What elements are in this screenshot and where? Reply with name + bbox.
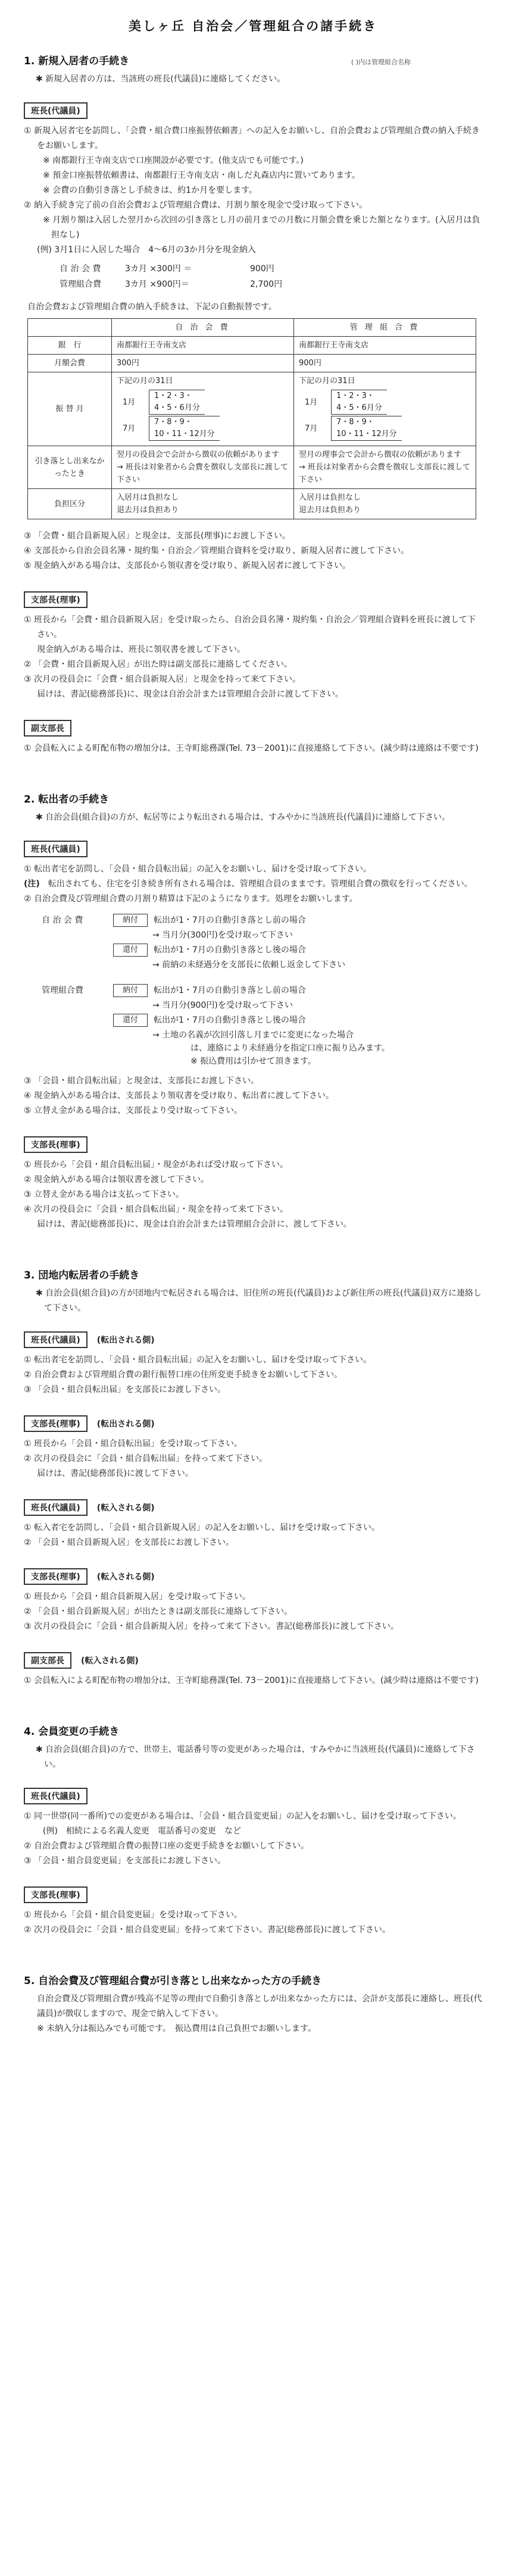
role-block-fukushibucho — [24, 720, 482, 756]
example-note: (例) 相続による名義人変更 電話番号の変更 など — [43, 1826, 241, 1836]
role-block-shibucho-out — [24, 1415, 482, 1481]
settlement-text: は、連絡により未経過分を指定口座に振り込みます。 — [190, 1043, 390, 1053]
schedule-title: 下記の月の31日 — [117, 377, 173, 386]
step-item: ③ 「会員・組合員変更届」を支部長にお渡し下さい。 — [24, 1856, 226, 1866]
step-item: ③ 次月の役員会に「会員・組合員新規入居」を持って来て下さい。書記(総務部長)に渡して下さい。 — [24, 1622, 399, 1631]
table-row-header: 負担区分 — [28, 489, 112, 519]
step-item: ① 転入者宅を訪問し、「会員・組合員新規入居」の記入をお願いし、届けを受け取って下さい。 — [24, 1523, 380, 1533]
fee-calc: 3カ月 ×900円＝ — [125, 280, 189, 289]
role-label: 班長(代議員) — [24, 1499, 88, 1516]
section-lead: ✱ 新規入居者の方は、当該班の班長(代議員)に連絡してください。 — [36, 74, 286, 84]
fee-calc: 3カ月 ×300円 ＝ — [125, 264, 192, 274]
role-block-shibucho — [24, 591, 482, 702]
step-item: ③ 立替え金がある場合は支払って下さい。 — [24, 1190, 184, 1199]
section-title: 4. 会員変更の手続き — [24, 1726, 120, 1738]
schedule-title: 下記の月の31日 — [299, 377, 355, 386]
role-sublabel: (転入される側) — [81, 1656, 139, 1666]
step-item: ① 会員転入による町配布物の増加分は、王寺町総務課(Tel. 73－2001)に直接連絡して下さい。(減少時は連絡は不要です) — [24, 744, 479, 753]
role-block-hancho — [24, 1788, 482, 1869]
role-block-hancho — [24, 841, 482, 1118]
fee-total: 2,700円 — [250, 280, 283, 289]
table-cell-schedule — [294, 372, 476, 446]
role-sublabel: (転出される側) — [96, 1336, 155, 1345]
table-row-schedule — [28, 372, 476, 446]
settlement-group: 管理組合費 — [42, 986, 83, 995]
role-block-shibucho — [24, 1136, 482, 1232]
fee-total: 900円 — [250, 264, 274, 274]
step-item: ④ 現金納入がある場合は、支部長より領収書を受け取り、転出者に渡して下さい。 — [24, 1091, 334, 1101]
step-item-cont: 現金納入がある場合は、班長に領収書を渡して下さい。 — [37, 645, 245, 654]
role-label: 支部長(理事) — [24, 1136, 88, 1153]
caution-text: 転出されても、住宅を引き続き所有される場合は、管理組合員のままです。管理組合費の徴収を行ってください。 — [48, 879, 473, 889]
section-title: 1. 新規入居者の手続き — [24, 55, 130, 67]
step-item: ① 班長から「会員・組合員転出届」・現金があれば受け取って下さい。 — [24, 1160, 288, 1170]
settlement-text: → 前納の未経過分を支部長に依頼し返金して下さい — [152, 960, 346, 970]
role-label: 支部長(理事) — [24, 591, 88, 608]
role-sublabel: (転入される側) — [96, 1572, 155, 1582]
schedule-month: 7月 — [305, 424, 318, 433]
schedule — [305, 390, 471, 441]
table-cell: 300円 — [112, 355, 294, 372]
fee-example — [60, 261, 482, 292]
step-item: ② 「会員・組合員新規入居」を支部長にお渡し下さい。 — [24, 1538, 234, 1547]
table-row — [28, 446, 476, 489]
table-cell: 入居月は負担なし 退去月は負担あり — [112, 489, 294, 519]
section-lead: ✱ 自治会員(組合員)の方が団地内で転居される場合は、旧住所の班長(代議員)および新住所の班長(代議員)双方に連絡して下さい。 — [36, 1289, 482, 1313]
step-note: ※ 月割り額は入居した翌月から次回の引き落とし月の前月までの月数に月額会費を乗じた額となります。(入居月は負担なし) — [43, 215, 480, 240]
schedule-bracket — [149, 416, 220, 441]
section-lead: 自治会費及び管理組合費が残高不足等の理由で自動引き落としが出来なかった方には、会計が支部長に連絡し、班長(代議員)が徴収しますので、現金で納入して下さい。 — [37, 1994, 482, 2019]
section-title: 2. 転出者の手続き — [24, 794, 110, 806]
table-row-header: 振 替 月 — [28, 372, 112, 446]
section-title: 3. 団地内転居者の手続き — [24, 1270, 140, 1281]
step-item: ① 会員転入による町配布物の増加分は、王寺町総務課(Tel. 73－2001)に直接連絡して下さい。(減少時は連絡は不要です) — [24, 1676, 479, 1685]
role-block-hancho-out — [24, 1331, 482, 1397]
section-lead: ✱ 自治会員(組合員)の方が、転居等により転出される場合は、すみやかに当該班長(代議員)に連絡して下さい。 — [36, 813, 451, 822]
schedule-month: 1月 — [305, 397, 318, 407]
role-label: 副支部長 — [24, 720, 71, 737]
section-lead: ✱ 自治会員(組合員)の方で、世帯主、電話番号等の変更があった場合は、すみやかに当該班長(代議員)に連絡して下さい。 — [36, 1745, 475, 1769]
caution-label: (注) — [24, 879, 40, 889]
step-item: ② 自治会費および管理組合費の銀行振替口座の住所変更手続きをお願いして下さい。 — [24, 1370, 342, 1380]
caution-note — [24, 877, 482, 892]
section-header — [24, 52, 482, 72]
schedule-row — [123, 390, 289, 415]
step-item: ① 転出者宅を訪問し、「会員・組合員転出届」の記入をお願いし、届けを受け取って下さい。 — [24, 864, 371, 874]
step-item-cont: 届けは、書記(総務部長)に、現金は自治会計または管理組合会計に渡して下さい。 — [37, 690, 343, 699]
step-item: ④ 支部長から自治会員名簿・規約集・自治会／管理組合資料を受け取り、新規入居者に渡して下さい。 — [24, 546, 409, 556]
table-row-header: 月額会費 — [28, 355, 112, 372]
step-item: ② 納入手続き完了前の自治会費および管理組合費は、月割り額を現金で受け取って下さい。 — [24, 200, 367, 210]
fee-label: 自 治 会 費 — [60, 264, 101, 274]
schedule-line: 4・5・6月分 — [336, 403, 382, 412]
step-item: ③ 「会員・組合員転出届」を支部長にお渡し下さい。 — [24, 1385, 226, 1394]
role-block-hancho — [24, 102, 482, 574]
schedule-month: 7月 — [123, 424, 136, 433]
step-note: ※ 預金口座振替依頼書は、南都銀行王寺南支店・南しだ丸森店内に置いてあります。 — [43, 171, 361, 180]
step-item: ① 同一世帯(同一番所)での変更がある場合は、「会員・組合員変更届」の記入をお願いし、届けを受け取って下さい。 — [24, 1812, 461, 1821]
section-internal-move — [24, 1267, 482, 1688]
schedule-line: 10・11・12月分 — [336, 430, 397, 438]
settlement-row — [42, 984, 482, 997]
settlement-text: → 当月分(900円)を受け取って下さい — [152, 1001, 293, 1010]
step-item: ① 班長から「会員・組合員変更届」を受け取って下さい。 — [24, 1910, 242, 1920]
schedule-bracket — [331, 390, 387, 415]
role-block-shibucho-in — [24, 1568, 482, 1634]
schedule-month: 1月 — [123, 397, 136, 407]
table-row-header: 銀 行 — [28, 337, 112, 355]
settlement-row — [42, 914, 482, 927]
settlement-text: → 当月分(300円)を受け取って下さい — [152, 930, 293, 940]
table-col-header: 管 理 組 合 費 — [294, 319, 476, 337]
role-label: 班長(代議員) — [24, 1331, 88, 1348]
settlement-chart — [42, 914, 482, 1068]
settlement-row — [42, 1014, 482, 1027]
step-item: ① 転出者宅を訪問し、「会員・組合員転出届」の記入をお願いし、届けを受け取って下さい。 — [24, 1355, 371, 1365]
table-cell: 翌月の理事会で会計から徴収の依頼があります → 班長は対象者から会費を徴収し支部長に渡して下さい — [294, 446, 476, 489]
step-note: ※ 南都銀行王寺南支店で口座開設が必要です。(他支店でも可能です。) — [43, 156, 304, 165]
role-label: 副支部長 — [24, 1652, 71, 1669]
fee-line-kanri — [60, 277, 482, 292]
settlement-text: ※ 振込費用は引かせて頂きます。 — [190, 1057, 317, 1066]
schedule-line: 1・2・3・ — [336, 391, 374, 400]
section-note: ※ 未納入分は振込みでも可能です。 振込費用は自己負担でお願いします。 — [37, 2024, 316, 2033]
schedule-row — [305, 416, 471, 441]
table-row — [28, 355, 476, 372]
settlement-text: 転出が1・7月の自動引き落とし前の場合 — [154, 986, 306, 995]
schedule-bracket — [149, 390, 205, 415]
schedule-line: 4・5・6月分 — [154, 403, 200, 412]
role-label: 班長(代議員) — [24, 1788, 88, 1804]
role-label: 支部長(理事) — [24, 1415, 88, 1432]
settlement-text: → 土地の名義が次回引落し月までに変更になった場合 — [152, 1030, 354, 1040]
role-block-hancho-in — [24, 1499, 482, 1550]
role-block-shibucho — [24, 1886, 482, 1938]
table-cell: 900円 — [294, 355, 476, 372]
settlement-text: 転出が1・7月の自動引き落とし前の場合 — [154, 916, 306, 925]
schedule-line: 1・2・3・ — [154, 391, 192, 400]
section-unpaid — [24, 1972, 482, 2036]
step-item: ② 「会員・組合員新規入居」が出たときは副支部長に連絡して下さい。 — [24, 1607, 292, 1616]
table-col-header: 自 治 会 費 — [112, 319, 294, 337]
role-sublabel: (転入される側) — [96, 1503, 155, 1513]
step-item: ② 「会費・組合員新規入居」が出た時は副支部長に連絡してください。 — [24, 660, 292, 669]
role-label: 班長(代議員) — [24, 102, 88, 119]
settlement-box: 還付 — [113, 1014, 148, 1027]
step-item: ③ 次月の役員会に「会費・組合員新規入居」と現金を持って来て下さい。 — [24, 675, 301, 684]
example-note: (例) 3月1日に入居した場合 4～6月の3か月分を現金納入 — [37, 245, 256, 255]
step-item: ① 新規入居者宅を訪問し、「会費・組合費口座振替依頼書」への記入をお願いし、自治会費および管理組合費の納入手続きをお願いします。 — [24, 126, 480, 151]
step-item: ② 自治会費および管理組合費の振替口座の変更手続きをお願いして下さい。 — [24, 1841, 309, 1851]
role-label: 支部長(理事) — [24, 1568, 88, 1585]
section-title: 5. 自治会費及び管理組合費が引き落とし出来なかった方の手続き — [24, 1975, 322, 1987]
step-item: ② 次月の役員会に「会員・組合員転出届」を持って来て下さい。 — [24, 1454, 267, 1464]
table-row-header: 引き落とし出来なかったとき — [28, 446, 112, 489]
role-label: 班長(代議員) — [24, 841, 88, 857]
settlement-row — [42, 944, 482, 957]
schedule-row — [123, 416, 289, 441]
schedule-line: 7・8・9・ — [154, 418, 192, 427]
role-sublabel: (転出される側) — [96, 1419, 155, 1429]
table-cell: 南都銀行王寺南支店 — [294, 337, 476, 355]
table-cell: 翌月の役員会で会計から徴収の依頼があります → 班長は対象者から会費を徴収し支部長に渡して下さい — [112, 446, 294, 489]
settlement-box: 納付 — [113, 984, 148, 997]
table-header-row — [28, 319, 476, 337]
step-item: ⑤ 現金納入がある場合は、支部長から領収書を受け取り、新規入居者に渡して下さい。 — [24, 561, 351, 571]
step-item: ⑤ 立替え金がある場合は、支部長より受け取って下さい。 — [24, 1106, 242, 1115]
settlement-text: 転出が1・7月の自動引き落とし後の場合 — [154, 945, 306, 955]
table-cell: 南都銀行王寺南支店 — [112, 337, 294, 355]
section-note: ( )内は管理組合名称 — [351, 58, 411, 66]
section-new-resident — [24, 52, 482, 756]
table-row — [28, 337, 476, 355]
table-intro: 自治会費および管理組合費の納入手続きは、下記の自動振替です。 — [27, 302, 277, 312]
payment-table — [27, 318, 476, 519]
section-member-change — [24, 1723, 482, 1938]
step-item: ④ 次月の役員会に「会員・組合員転出届」・現金を持って来て下さい。 — [24, 1205, 288, 1214]
table-row — [28, 489, 476, 519]
fee-label: 管理組合費 — [60, 280, 101, 289]
settlement-box: 納付 — [113, 914, 148, 927]
table-corner — [28, 319, 112, 337]
schedule-line: 7・8・9・ — [336, 418, 374, 427]
role-label: 支部長(理事) — [24, 1886, 88, 1903]
step-item: ① 班長から「会員・組合員転出届」を受け取って下さい。 — [24, 1439, 242, 1449]
section-move-out — [24, 791, 482, 1232]
settlement-group: 自 治 会 費 — [42, 916, 83, 925]
fee-line-jichikai — [60, 261, 482, 277]
step-item: ① 班長から「会費・組合員新規入居」を受け取ったら、自治会員名簿・規約集・自治会／管理組合資料を班長に渡して下さい。 — [24, 615, 476, 640]
table-cell-schedule — [112, 372, 294, 446]
document-title: 美しヶ丘 自治会／管理組合の諸手続き — [128, 19, 378, 33]
step-item-cont: 届けは、書記(総務部長)に渡して下さい。 — [37, 1469, 193, 1478]
step-item: ③ 「会費・組合員新規入居」と現金は、支部長(理事)にお渡し下さい。 — [24, 531, 291, 541]
settlement-text: 転出が1・7月の自動引き落とし後の場合 — [154, 1016, 306, 1025]
role-block-fukushibucho-in — [24, 1652, 482, 1688]
table-cell: 入居月は負担なし 退去月は負担あり — [294, 489, 476, 519]
step-item: ② 自治会費及び管理組合費の月割り精算は下記のようになります。処理をお願いします。 — [24, 894, 358, 904]
step-item: ① 班長から「会員・組合員新規入居」を受け取って下さい。 — [24, 1592, 251, 1602]
schedule — [123, 390, 289, 441]
step-note: ※ 会費の自動引き落とし手続きは、約1か月を要します。 — [43, 186, 257, 195]
step-item-cont: 届けは、書記(総務部長)に、現金は自治会計または管理組合会計に、渡して下さい。 — [37, 1220, 352, 1229]
settlement-box: 還付 — [113, 944, 148, 957]
step-item: ③ 「会員・組合員転出届」と現金は、支部長にお渡し下さい。 — [24, 1076, 259, 1086]
schedule-line: 10・11・12月分 — [154, 430, 215, 438]
step-item: ② 次月の役員会に「会員・組合員変更届」を持って来て下さい。書記(総務部長)に渡して下さい。 — [24, 1925, 391, 1935]
step-item: ② 現金納入がある場合は領収書を渡して下さい。 — [24, 1175, 209, 1184]
schedule-row — [305, 390, 471, 415]
schedule-bracket — [331, 416, 402, 441]
